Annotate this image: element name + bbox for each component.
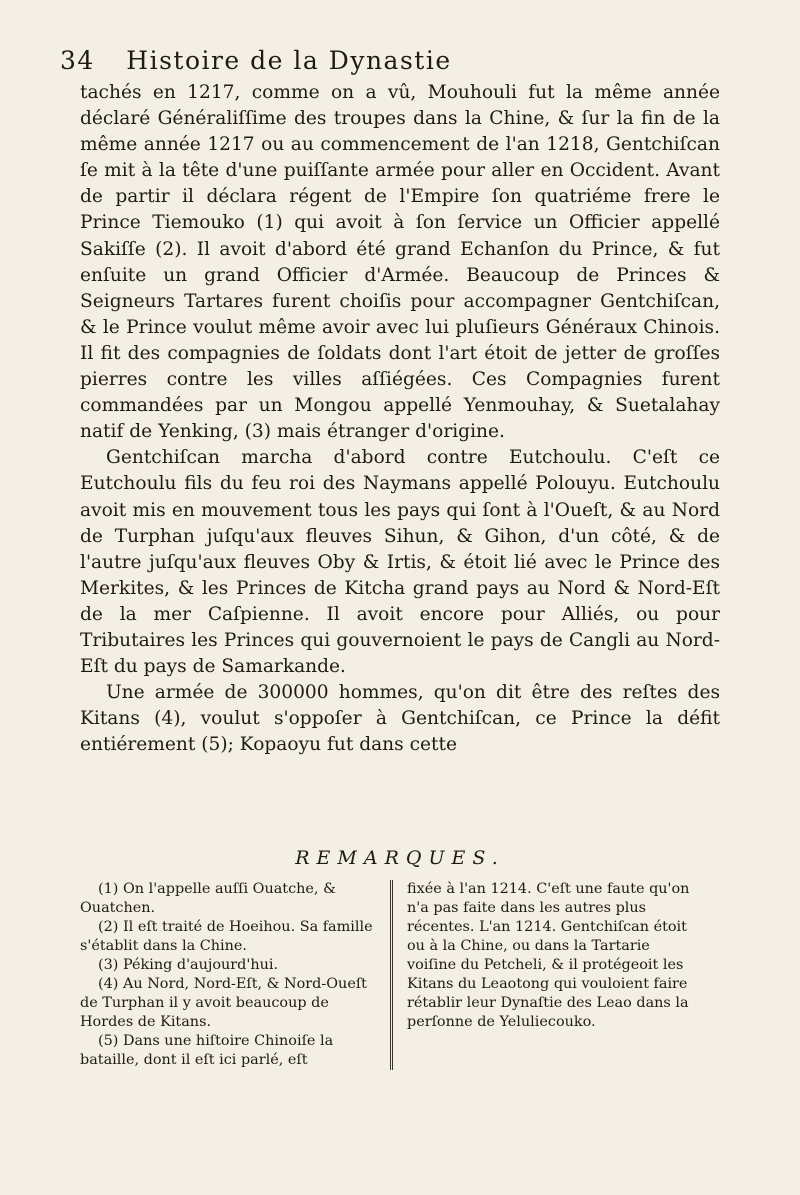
- main-text: [80, 80, 720, 758]
- running-title: Histoire de la Dynastie: [126, 46, 452, 75]
- footnote: (1) On l'appelle auſſi Ouatche, & Ouatchen.: [80, 881, 336, 916]
- footnote: (4) Au Nord, Nord-Eſt, & Nord-Oueſt de Turphan il y avoit beaucoup de Hordes de Kitans.: [80, 976, 367, 1030]
- page-number: 34: [60, 46, 95, 75]
- paragraph: Gentchiſcan marcha d'abord contre Eutchoulu. C'eſt ce Eutchoulu fils du feu roi des Naymans appellé Polouyu. Eutchoulu avoit mis en mouvement tous les pays qui ſont à l'Oueſt, & au Nord de Turphan juſqu'aux fleuves Sihun, & Gihon, d'un côté, & de l'autre juſqu'aux fleuves Oby & Irtis, & étoit lié avec le Prince des Merkites, & les Princes de Kitcha grand pays au Nord & Nord-Eſt de la mer Caſpienne. Il avoit encore pour Alliés, ou pour Tributaires les Princes qui gouvernoient le pays de Cangli au Nord-Eſt du pays de Samarkande.: [80, 447, 720, 678]
- footnotes: [80, 880, 720, 1070]
- footnote: (2) Il eſt traité de Hoeihou. Sa famille s'établit dans la Chine.: [80, 919, 373, 954]
- footnote-continuation: fixée à l'an 1214. C'eſt une faute qu'on n'a pas faite dans les autres plus récentes. L'an 1214. Gentchiſcan étoit ou à la Chine, ou dans la Tartarie voiſine du Petcheli, & il protégeoit les Kitans du Leaotong qui vouloient faire rétablir leur Dynaſtie des Leao dans la perſonne de Yeluliecouko.: [407, 881, 690, 1030]
- page-header: [60, 46, 700, 75]
- footnote: (3) Péking d'aujourd'hui.: [98, 957, 279, 973]
- paragraph: Une armée de 300000 hommes, qu'on dit être des reſtes des Kitans (4), voulut s'oppoſer à Gentchiſcan, ce Prince la défit entiérement (5); Kopaoyu fut dans cette: [80, 682, 720, 756]
- remarques-heading: REMARQUES.: [295, 847, 505, 869]
- footnotes-right-column: [390, 880, 703, 1070]
- footnotes-left-column: [80, 880, 390, 1070]
- footnote: (5) Dans une hiſtoire Chinoiſe la bataille, dont il eſt ici parlé, eſt: [80, 1033, 334, 1068]
- paragraph: tachés en 1217, comme on a vû, Mouhouli fut la même année déclaré Généraliſſime des troupes dans la Chine, & ſur la fin de la même année 1217 ou au commencement de l'an 1218, Gentchiſcan ſe mit à la tête d'une puiſſante armée pour aller en Occident. Avant de partir il déclara régent de l'Empire ſon quatriéme frere le Prince Tiemouko (1) qui avoit à ſon ſervice un Officier appellé Sakiſſe (2). Il avoit d'abord été grand Echanſon du Prince, & fut enſuite un grand Officier d'Armée. Beaucoup de Princes & Seigneurs Tartares furent choiſis pour accompagner Gentchiſcan, & le Prince voulut même avoir avec lui pluſieurs Généraux Chinois. Il fit des compagnies de ſoldats dont l'art étoit de jetter de groſſes pierres contre les villes aſſiégées. Ces Compagnies furent commandées par un Mongou appellé Yenmouhay, & Suetalahay natif de Yenking, (3) mais étranger d'origine.: [80, 82, 720, 443]
